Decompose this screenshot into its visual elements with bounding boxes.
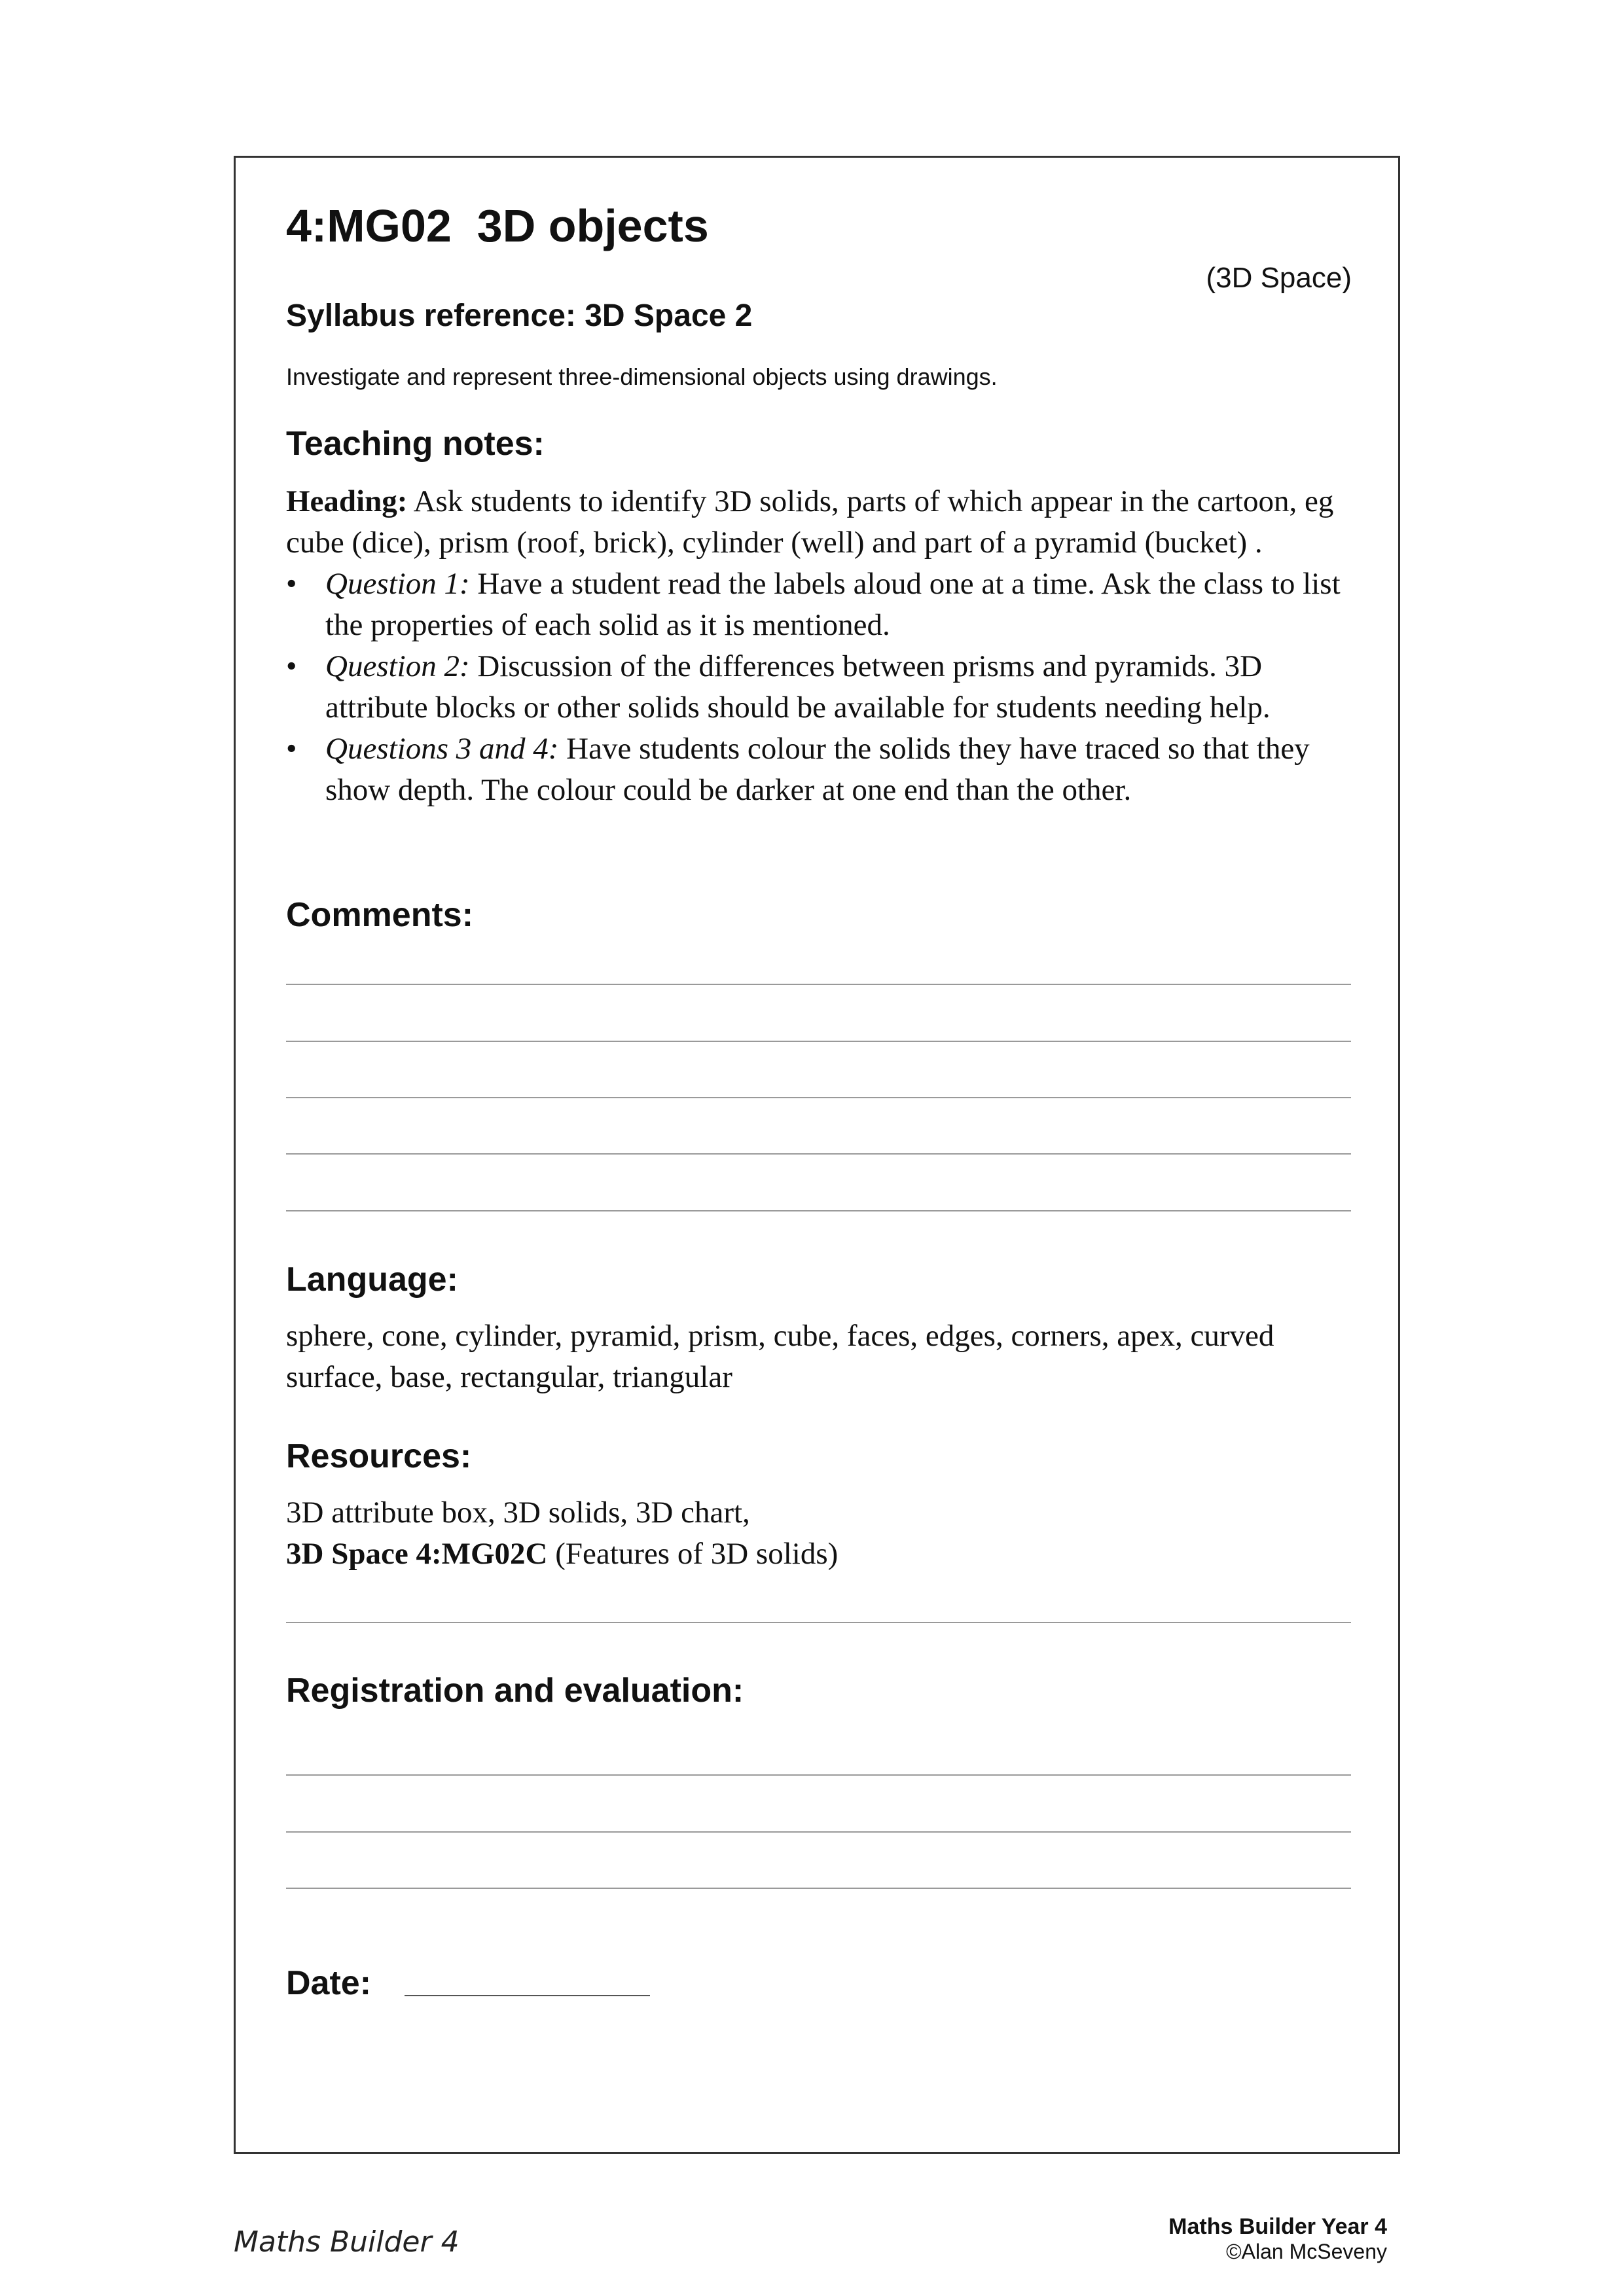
page-title: 4:MG02 3D objects (286, 200, 709, 251)
teaching-notes-heading: Teaching notes: (286, 425, 545, 463)
footer-copyright: ©Alan McSeveny (1226, 2240, 1387, 2263)
teaching-notes-body (286, 481, 1360, 811)
teaching-intro-label: Heading: (286, 484, 408, 518)
registration-line[interactable] (286, 1831, 1351, 1833)
resources-body (286, 1492, 1360, 1575)
resources-line: 3D attribute box, 3D solids, 3D chart, (286, 1496, 750, 1530)
divider (286, 1622, 1351, 1623)
bullet-label: Question 1: (325, 567, 470, 601)
comments-heading: Comments: (286, 896, 474, 934)
footer-book-title: Maths Builder 4 (234, 2225, 460, 2259)
comment-line[interactable] (286, 1041, 1351, 1042)
bullet-label: Question 2: (325, 649, 470, 683)
footer-series: Maths Builder Year 4 (1168, 2214, 1387, 2239)
teaching-bullet-list (286, 564, 1360, 811)
bullet-text: Discussion of the differences between prisms and pyramids. 3D attribute blocks or other solids should be available for students needing help. (325, 649, 1271, 725)
comment-line[interactable] (286, 984, 1351, 985)
language-text: sphere, cone, cylinder, pyramid, prism, cube, faces, edges, corners, apex, curved surface, base, rectangular, triangular (286, 1319, 1274, 1394)
date-heading: Date: (286, 1964, 372, 2002)
bullet-label: Questions 3 and 4: (325, 732, 559, 766)
teaching-intro-text: Ask students to identify 3D solids, parts of which appear in the cartoon, eg cube (dice), prism (roof, brick), cylinder (well) and part of a pyramid (bucket) . (286, 484, 1334, 560)
registration-line[interactable] (286, 1888, 1351, 1889)
comment-line[interactable] (286, 1097, 1351, 1098)
bullet-text: Have students colour the solids they have traced so that they show depth. The colour could be darker at one end than the other. (325, 732, 1310, 807)
registration-heading: Registration and evaluation: (286, 1672, 744, 1710)
teaching-bullet (286, 646, 1360, 728)
bullet-icon: • (286, 732, 297, 766)
bullet-icon: • (286, 567, 297, 601)
resources-reference: 3D Space 4:MG02C (286, 1537, 548, 1571)
comment-line[interactable] (286, 1210, 1351, 1211)
teaching-bullet (286, 728, 1360, 811)
teaching-intro (286, 481, 1360, 564)
date-field-line[interactable] (405, 1995, 650, 1996)
syllabus-description: Investigate and represent three-dimensional objects using drawings. (286, 363, 998, 390)
comment-line[interactable] (286, 1153, 1351, 1155)
resources-line (286, 1534, 1360, 1575)
resources-heading: Resources: (286, 1437, 472, 1475)
bullet-text: Have a student read the labels aloud one at a time. Ask the class to list the properties of each solid as it is mentioned. (325, 567, 1341, 642)
subject-tag: (3D Space) (1206, 262, 1352, 294)
bullet-icon: • (286, 649, 297, 683)
syllabus-heading: Syllabus reference: 3D Space 2 (286, 298, 753, 333)
footer-credits (1168, 2214, 1387, 2264)
teaching-bullet (286, 564, 1360, 646)
resources-reference-desc: (Features of 3D solids) (547, 1537, 839, 1571)
language-heading: Language: (286, 1261, 458, 1299)
registration-line[interactable] (286, 1774, 1351, 1776)
